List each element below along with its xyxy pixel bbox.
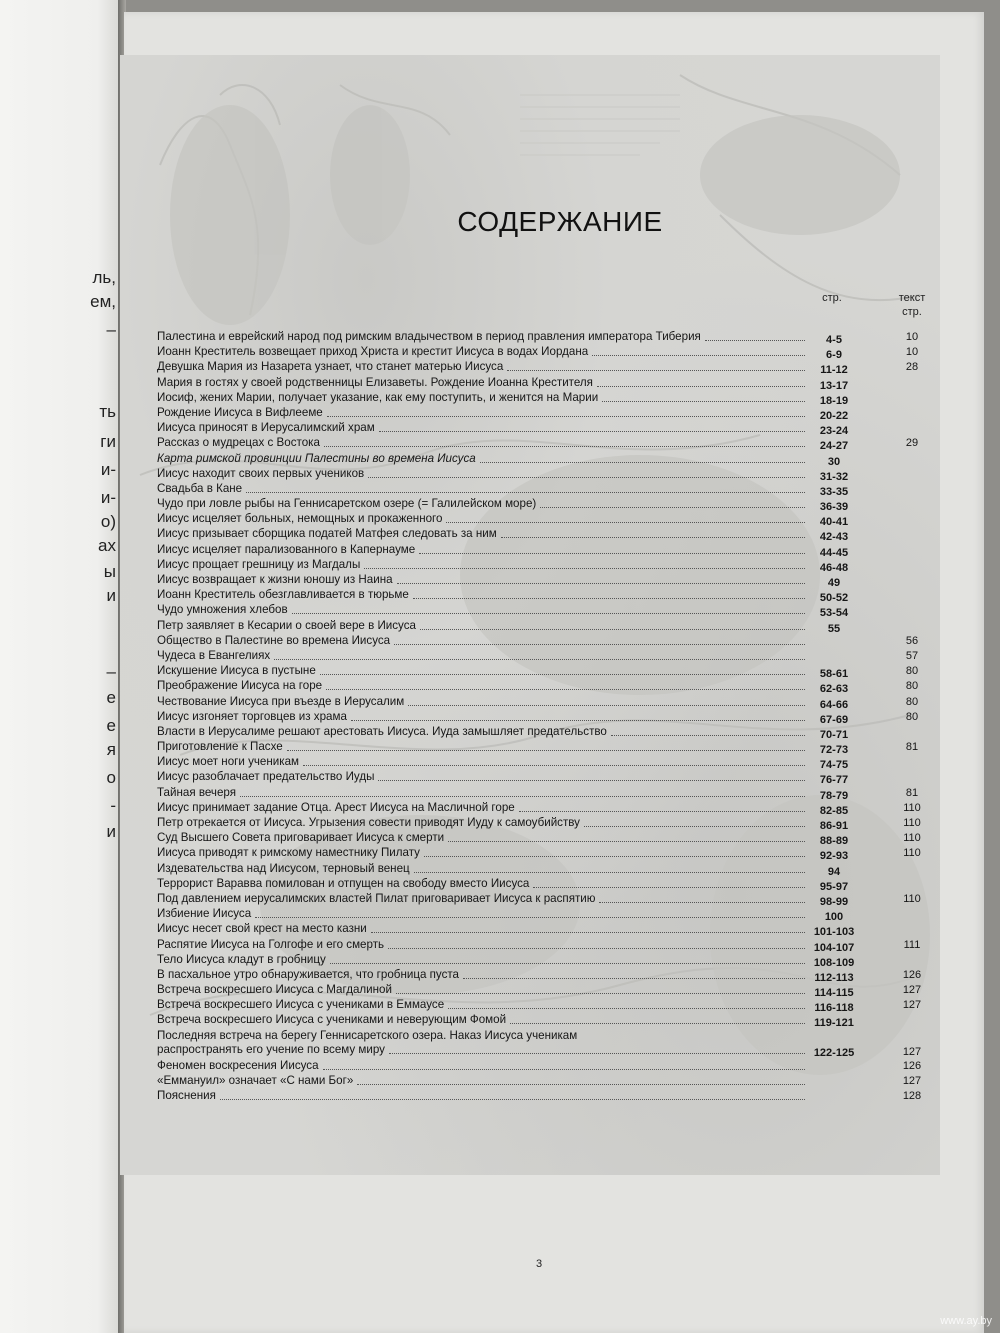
toc-entry-text-page: 80	[905, 680, 919, 693]
left-page-text-fragment: ть	[99, 402, 116, 421]
toc-entry-title: Чествование Иисуса при въезде в Иерусалим	[157, 694, 405, 708]
left-page-text-fragment: -	[110, 796, 116, 815]
toc-leader-dots	[597, 385, 805, 387]
toc-entry	[157, 391, 947, 406]
toc-entry-page: 108-109	[813, 956, 855, 969]
toc-entry	[157, 1013, 947, 1028]
toc-entry-title: Чудеса в Евангелиях	[157, 648, 271, 662]
toc-entry-title: Иисус изгоняет торговцев из храма	[157, 709, 347, 723]
toc-entry-page: 62-63	[819, 683, 849, 696]
toc-entry-page: 18-19	[819, 394, 849, 407]
toc-entry-page: 20-22	[819, 409, 849, 422]
toc-leader-dots	[379, 430, 805, 432]
toc-entry-text-page: 128	[902, 1090, 922, 1102]
toc-leader-dots	[287, 749, 805, 751]
toc-entry-title: «Еммануил» означает «С нами Бог»	[157, 1073, 354, 1087]
toc-entry	[157, 877, 947, 892]
toc-entry-page: 104-107	[813, 941, 855, 954]
toc-entry-page: 92-93	[819, 850, 849, 863]
toc-leader-dots	[611, 734, 805, 736]
toc-entry	[157, 452, 947, 467]
toc-leader-dots	[602, 400, 805, 402]
toc-entry-title: Чудо при ловле рыбы на Геннисаретском озере (= Галилейском море)	[157, 497, 537, 511]
toc-leader-dots	[463, 977, 805, 979]
toc-entry-page: 78-79	[819, 789, 849, 802]
toc-entry-text-page: 57	[905, 649, 919, 662]
toc-leader-dots	[510, 1022, 805, 1024]
toc-entry-page: 82-85	[819, 804, 849, 817]
toc-entry-title-continued: распространять его учение по всему миру	[157, 1042, 385, 1056]
left-page-text-fragment: и-	[100, 460, 116, 479]
toc-entry-title: Петр заявляет в Кесарии о своей вере в Иисуса	[157, 618, 416, 632]
toc-entry	[157, 345, 947, 360]
toc-entry	[157, 664, 947, 679]
toc-entry-page: 64-66	[819, 698, 849, 711]
toc-leader-dots	[320, 673, 805, 675]
toc-entry	[157, 922, 947, 937]
toc-entry-title: Мария в гостях у своей родственницы Елизаветы. Рождение Иоанна Крестителя	[157, 375, 593, 389]
toc-entry-text-page: 110	[903, 801, 921, 814]
toc-entry	[157, 831, 947, 846]
toc-entry-page: 6-9	[826, 349, 842, 362]
toc-leader-dots	[368, 476, 805, 478]
toc-entry-page: 55	[827, 622, 841, 635]
toc-leader-dots	[507, 369, 805, 371]
toc-leader-dots	[389, 1052, 805, 1054]
toc-entry-page: 31-32	[819, 470, 849, 483]
toc-leader-dots	[397, 582, 805, 584]
left-page-text-fragment: е	[106, 688, 116, 707]
toc-entry-title: Иисус возвращает к жизни юношу из Наина	[157, 573, 393, 586]
toc-entry-text-page: 111	[903, 938, 921, 951]
toc-leader-dots	[351, 719, 805, 721]
toc-entry	[157, 619, 947, 634]
toc-entry-page: 94	[827, 865, 841, 878]
toc-entry-text-page: 110	[903, 847, 921, 860]
toc-entry	[157, 679, 947, 694]
toc-entry-title: Иисус исцеляет парализованного в Капернауме	[157, 542, 416, 556]
toc-entry	[157, 421, 947, 436]
toc-leader-dots	[705, 339, 805, 341]
toc-entry	[157, 360, 947, 375]
toc-entry-text-page: 81	[905, 786, 919, 799]
toc-leader-dots	[424, 855, 805, 857]
toc-entry	[157, 801, 947, 816]
left-page-text-fragment: о	[106, 768, 116, 787]
toc-entry	[157, 968, 947, 983]
toc-entry-page: 101-103	[813, 926, 855, 939]
toc-entry-title: Иисус находит своих первых учеников	[157, 466, 365, 480]
toc-entry-text-page: 80	[905, 695, 919, 708]
toc-entry-title: Рождение Иисуса в Вифлееме	[157, 405, 323, 419]
toc-leader-dots	[378, 779, 805, 781]
toc-entry-title: Иисуса приводят к римскому наместнику Пилату	[157, 846, 420, 860]
toc-leader-dots	[255, 916, 805, 918]
toc-entry-page: 88-89	[819, 835, 849, 848]
toc-entry	[157, 558, 947, 573]
toc-entry-text-page: 10	[905, 346, 919, 359]
toc-entry-title: Искушение Иисуса в пустыне	[157, 664, 316, 678]
toc-leader-dots	[414, 871, 805, 873]
toc-entry-text-page: 126	[902, 968, 922, 981]
toc-entry-title: Преображение Иисуса на горе	[157, 679, 323, 693]
toc-leader-dots	[413, 597, 805, 599]
table-of-contents	[157, 330, 947, 1104]
toc-entry-title: Иисус исцеляет больных, немощных и прокаженного	[157, 512, 443, 526]
toc-entry	[157, 1089, 947, 1104]
toc-leader-dots	[394, 643, 805, 645]
toc-entry	[157, 330, 947, 345]
toc-entry-title: Террорист Варавва помилован и отпущен на свободу вместо Иисуса	[157, 876, 530, 890]
toc-entry-text-page: 127	[902, 999, 922, 1012]
toc-entry	[157, 786, 947, 801]
toc-entry-title: Распятие Иисуса на Голгофе и его смерть	[157, 937, 385, 951]
toc-entry	[157, 907, 947, 922]
toc-entry-text-page: 127	[902, 984, 922, 997]
toc-entry	[157, 512, 947, 527]
toc-entry-text-page: 29	[905, 437, 919, 450]
toc-entry-title: Иисуса приносят в Иерусалимский храм	[157, 421, 375, 435]
toc-leader-dots	[220, 1098, 805, 1100]
toc-entry-title: Власти в Иерусалиме решают арестовать Иисуса. Иуда замышляет предательство	[157, 724, 607, 738]
toc-entry-page: 119-121	[814, 1017, 854, 1030]
toc-entry-title: Избиение Иисуса	[157, 907, 252, 921]
toc-entry-page: 58-61	[819, 668, 849, 681]
toc-entry-title: В пасхальное утро обнаруживается, что гробница пуста	[157, 967, 460, 981]
toc-entry	[157, 953, 947, 968]
toc-entry-page: 86-91	[819, 820, 849, 832]
toc-entry-text-page: 110	[903, 817, 921, 829]
toc-entry	[157, 573, 947, 588]
toc-entry-text-page: 56	[905, 634, 919, 647]
toc-leader-dots	[584, 825, 805, 827]
toc-entry-title: Карта римской провинции Палестины во времена Иисуса	[157, 451, 476, 465]
toc-entry	[157, 725, 947, 740]
toc-entry	[157, 376, 947, 391]
toc-entry-page: 46-48	[819, 561, 849, 574]
toc-entry-title: Чудо умножения хлебов	[157, 603, 288, 617]
toc-entry-text-page: 10	[905, 331, 919, 343]
toc-entry-text-page: 110	[903, 832, 921, 845]
toc-entry-title: Петр отрекается от Иисуса. Угрызения совести приводят Иуду к самоубийству	[157, 816, 580, 829]
toc-entry-page: 122-125	[813, 1046, 855, 1059]
toc-entry	[157, 588, 947, 603]
left-page-text-fragment: ы	[103, 562, 116, 581]
toc-leader-dots	[408, 704, 805, 706]
toc-leader-dots	[357, 1083, 805, 1085]
toc-entry-title: Иоанн Креститель обезглавливается в тюрьме	[157, 588, 409, 602]
toc-entry-text-page: 80	[905, 665, 919, 678]
toc-entry-text-page: 28	[905, 361, 919, 374]
toc-entry-title: Девушка Мария из Назарета узнает, что станет матерью Иисуса	[157, 360, 504, 374]
toc-leader-dots	[592, 354, 805, 356]
toc-entry-title: Иоанн Креститель возвещает приход Христа и крестит Иисуса в водах Иордана	[157, 345, 589, 359]
toc-leader-dots	[540, 506, 805, 508]
toc-entry-text-page: 126	[902, 1059, 922, 1072]
toc-entry-title: Последняя встреча на берегу Геннисаретского озера. Наказ Иисуса ученикам	[157, 1028, 578, 1042]
toc-entry-title: Феномен воскресения Иисуса	[157, 1058, 319, 1072]
toc-entry	[157, 846, 947, 861]
toc-entry-page: 74-75	[819, 759, 849, 772]
toc-entry	[157, 406, 947, 421]
toc-entry	[157, 1059, 947, 1074]
toc-leader-dots	[330, 962, 805, 964]
toc-leader-dots	[419, 552, 805, 554]
toc-entry-title: Пояснения	[157, 1089, 216, 1102]
toc-entry-title: Общество в Палестине во времена Иисуса	[157, 633, 391, 647]
toc-leader-dots	[240, 795, 805, 797]
toc-entry	[157, 998, 947, 1013]
toc-leader-dots	[448, 840, 805, 842]
toc-entry-title: Суд Высшего Совета приговаривает Иисуса к смерти	[157, 831, 445, 845]
toc-entry-page: 13-17	[819, 379, 849, 392]
page-number: 3	[536, 1258, 543, 1270]
left-page-text-fragment: и	[106, 822, 116, 841]
left-page-text-fragment: о)	[100, 512, 116, 531]
toc-entry	[157, 892, 947, 907]
toc-entry-page: 72-73	[819, 744, 849, 757]
toc-entry	[157, 649, 947, 664]
toc-entry	[157, 983, 947, 998]
column-header-text: текст	[898, 292, 926, 304]
toc-entry-text-page: 80	[905, 710, 919, 723]
toc-entry	[157, 527, 947, 542]
toc-entry-title: Иосиф, жених Марии, получает указание, как ему поступить, и женится на Марии	[157, 390, 599, 404]
toc-entry	[157, 1074, 947, 1089]
toc-entry	[157, 497, 947, 512]
toc-leader-dots	[448, 1007, 805, 1009]
toc-entry-page: 114-115	[814, 987, 854, 1000]
toc-entry-page: 23-24	[819, 425, 849, 438]
toc-entry-title: Тело Иисуса кладут в гробницу	[157, 952, 326, 966]
toc-leader-dots	[324, 445, 805, 447]
left-page-text-fragment: е	[106, 716, 116, 735]
toc-entry	[157, 740, 947, 755]
toc-entry-page: 30	[827, 455, 841, 468]
toc-entry-title: Иисус моет ноги ученикам	[157, 755, 299, 769]
toc-entry-page: 70-71	[819, 728, 849, 741]
toc-leader-dots	[446, 521, 805, 523]
left-page-text-fragment: и	[106, 586, 116, 605]
watermark: www.ay.by	[940, 1315, 992, 1327]
toc-entry-text-page: 127	[902, 1074, 922, 1087]
left-page-text-fragment: ем,	[90, 292, 116, 311]
toc-entry-title: Иисус несет свой крест на место казни	[157, 922, 367, 936]
toc-entry-page: 36-39	[819, 501, 849, 514]
left-page-text-fragment: я	[106, 740, 116, 759]
toc-leader-dots	[501, 536, 805, 538]
toc-entry	[157, 467, 947, 482]
toc-leader-dots	[327, 415, 805, 417]
toc-entry-page: 116-118	[814, 1002, 854, 1015]
left-page-text-fragment: и-	[100, 488, 116, 507]
column-header-page: стр.	[822, 292, 842, 304]
toc-entry	[157, 755, 947, 770]
toc-leader-dots	[599, 901, 805, 903]
toc-entry	[157, 862, 947, 877]
toc-leader-dots	[388, 947, 805, 949]
toc-leader-dots	[480, 461, 805, 463]
toc-entry-page: 67-69	[819, 713, 849, 726]
toc-entry	[157, 770, 947, 785]
toc-entry-page: 44-45	[819, 546, 849, 559]
toc-leader-dots	[371, 931, 805, 933]
toc-entry-title: Иисус принимает задание Отца. Арест Иисуса на Масличной горе	[157, 800, 515, 814]
toc-entry-title: Иисус призывает сборщика податей Матфея следовать за ним	[157, 527, 497, 541]
toc-entry	[157, 543, 947, 558]
toc-entry-title: Издевательства над Иисусом, терновый венец	[157, 861, 410, 875]
toc-entry-title: Иисус разоблачает предательство Иуды	[157, 770, 375, 784]
page-title: СОДЕРЖАНИЕ	[457, 206, 663, 237]
toc-leader-dots	[364, 567, 805, 569]
toc-entry-text-page: 127	[902, 1045, 922, 1058]
toc-entry-text-page: 110	[903, 892, 921, 905]
toc-leader-dots	[246, 491, 805, 493]
toc-entry-title: Палестина и еврейский народ под римским владычеством в период правления императора Тиберия	[157, 330, 701, 343]
toc-entry-page: 24-27	[819, 440, 849, 453]
toc-entry-page: 42-43	[819, 531, 849, 544]
toc-leader-dots	[533, 886, 805, 888]
toc-leader-dots	[396, 992, 805, 994]
toc-entry-title: Иисус прощает грешницу из Магдалы	[157, 557, 361, 571]
toc-entry	[157, 634, 947, 649]
left-page	[0, 0, 122, 1333]
toc-entry-title: Встреча воскресшего Иисуса с Магдалиной	[157, 983, 392, 997]
toc-entry-title: Под давлением иерусалимских властей Пилат приговаривает Иисуса к распятию	[157, 891, 596, 905]
left-page-text-fragment: ль,	[92, 268, 116, 287]
toc-entry	[157, 816, 947, 831]
toc-entry-page: 11-12	[820, 364, 848, 377]
toc-entry-page: 76-77	[819, 774, 849, 787]
left-page-text-fragment: ги	[100, 432, 116, 451]
toc-entry-title: Встреча воскресшего Иисуса с учениками и неверующим Фомой	[157, 1013, 507, 1027]
left-page-text-fragment: –	[106, 662, 116, 681]
toc-entry-title: Приготовление к Пасхе	[157, 740, 283, 754]
toc-leader-dots	[323, 1068, 805, 1070]
toc-entry	[157, 695, 947, 710]
toc-leader-dots	[303, 764, 805, 766]
toc-entry-page: 53-54	[819, 607, 849, 620]
toc-entry-page: 50-52	[819, 592, 849, 605]
column-header-text-sub: стр.	[902, 306, 922, 318]
toc-entry-title: Тайная вечеря	[157, 785, 237, 799]
toc-leader-dots	[274, 658, 805, 660]
toc-entry-title: Встреча воскресшего Иисуса с учениками в Еммаусе	[157, 998, 445, 1012]
toc-leader-dots	[326, 688, 805, 690]
toc-entry-title: Рассказ о мудрецах с Востока	[157, 436, 320, 450]
left-page-text-fragment: ах	[98, 536, 116, 555]
toc-leader-dots	[292, 612, 805, 614]
toc-entry-page: 40-41	[819, 516, 849, 529]
toc-entry-title: Свадьба в Кане	[157, 481, 243, 495]
toc-entry-page: 100	[824, 911, 844, 924]
toc-entry-page: 98-99	[819, 895, 849, 908]
toc-entry	[157, 938, 947, 953]
toc-entry	[157, 1029, 947, 1059]
toc-leader-dots	[420, 628, 805, 630]
left-page-text-fragment: –	[106, 320, 116, 339]
toc-entry	[157, 710, 947, 725]
toc-entry-page: 112-113	[814, 971, 854, 984]
toc-entry	[157, 482, 947, 497]
toc-entry-text-page: 81	[905, 741, 919, 754]
toc-leader-dots	[519, 810, 805, 812]
toc-entry	[157, 436, 947, 451]
toc-entry-page: 33-35	[819, 485, 849, 498]
toc-entry-page: 4-5	[826, 334, 842, 346]
toc-entry	[157, 603, 947, 618]
toc-entry-page: 49	[827, 577, 841, 589]
toc-entry-page: 95-97	[819, 880, 849, 893]
